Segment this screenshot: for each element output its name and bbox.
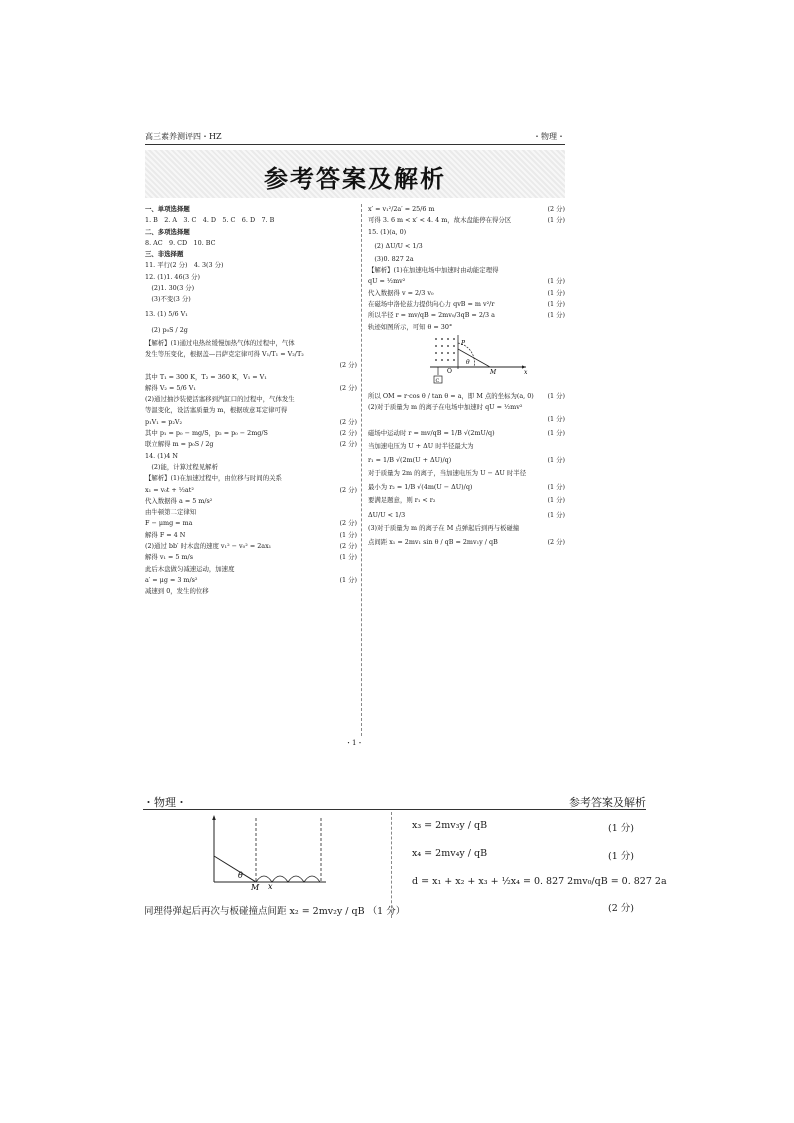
page2-note-text: 同理得弹起后再次与板碰撞点间距 x₂ = 2mv₂y / qB xyxy=(144,906,365,917)
answer-line xyxy=(368,425,565,441)
score-label: (1 分) xyxy=(547,496,565,505)
answer-line xyxy=(145,507,357,518)
label-point-m: M xyxy=(490,368,497,376)
answer-line xyxy=(368,276,565,287)
score-label: (2 分) xyxy=(339,542,357,551)
answer-text: 可得 3. 6 m < x′ < 4. 4 m，故木盘能停在得分区 xyxy=(368,216,512,225)
answer-line xyxy=(145,564,357,575)
answer-line xyxy=(145,306,357,322)
answer-text: 要满足题意，则 r₁ < r₂ xyxy=(368,496,436,505)
answer-text: 此后木盘做匀减速运动，加速度 xyxy=(145,564,235,573)
score-label: (1 分) xyxy=(547,456,565,465)
score-label: (2 分) xyxy=(339,429,357,438)
page2-header xyxy=(143,793,646,810)
answer-line xyxy=(368,391,565,402)
answer-text: 点间距 x₁ = 2mv₁ sin θ / qB = 2mv₁y / qB xyxy=(368,538,498,547)
right-column-top xyxy=(368,204,565,333)
answer-text: x′ = v₁²/2a′ = 25/6 m xyxy=(368,205,435,213)
answer-line xyxy=(145,575,357,586)
answer-text: 等温变化，设活塞质量为 m，根据玻意耳定律可得 xyxy=(145,406,288,415)
page2-note-score: （1 分） xyxy=(367,906,406,917)
label-theta: θ xyxy=(466,358,470,366)
answer-line xyxy=(145,394,357,405)
answer-text: 1. B 2. A 3. C 4. D 5. C 6. D 7. B xyxy=(145,216,275,225)
answer-text: 代入数据得 a = 5 m/s² xyxy=(145,496,213,505)
answer-text: a′ = μg = 3 m/s² xyxy=(145,575,198,584)
right-column-bottom xyxy=(368,391,565,550)
answer-line xyxy=(145,530,357,541)
answer-text: x₁ = v₀t + ½at² xyxy=(145,485,194,494)
answer-line xyxy=(368,468,565,479)
answer-text: (2)通过抽沙装使活塞移到汽缸口的过程中，气体发生 xyxy=(145,395,295,404)
label-source: C xyxy=(435,377,440,384)
answer-text: 对于质量为 2m 的离子，当加速电压为 U − ΔU 时半径 xyxy=(368,469,527,478)
answer-text: 轨迹如图所示，可知 θ = 30° xyxy=(368,322,453,331)
section-heading: 二、多项选择题 xyxy=(145,227,190,236)
answer-text: (2)1. 30(3 分) xyxy=(145,284,195,293)
answer-text: 减速到 0，发生的位移 xyxy=(145,587,209,596)
page1-header-left: 高三素养测评四・HZ xyxy=(145,132,222,141)
score-label: (1 分) xyxy=(547,300,565,309)
answer-text: 【解析】(1)通过电热丝缓慢加热气体的过程中，气体 xyxy=(145,338,295,347)
answer-text: r₁ = 1/B √(2m(U + ΔU)/q) xyxy=(368,456,452,465)
answer-text: 所以 OM = r·cos θ / tan θ = a，即 M 点的坐标为(a, 0) xyxy=(368,391,534,400)
answer-line xyxy=(145,473,357,484)
answer-line xyxy=(145,541,357,552)
answer-text: 由牛顿第二定律知 xyxy=(145,508,197,517)
answer-line xyxy=(368,227,565,238)
answer-line xyxy=(145,372,357,383)
answer-line xyxy=(368,402,565,413)
answer-line xyxy=(145,322,357,338)
answer-line xyxy=(368,495,565,506)
answer-line xyxy=(145,428,357,439)
page2-header-left: ・物理・ xyxy=(143,796,187,809)
p2-label-theta: θ xyxy=(238,871,243,880)
page2-score: (1 分) xyxy=(608,823,634,834)
p2-label-x-axis: x xyxy=(268,882,273,890)
answer-text: 磁场中运动时 r = mv/qB = 1/B √(2mU/q) xyxy=(368,428,495,437)
answer-line xyxy=(368,310,565,321)
right-column xyxy=(368,204,565,550)
answer-text: 所以半径 r = mv/qB = 2mv₀/3qB = 2/3 a xyxy=(368,311,495,320)
answer-line xyxy=(145,462,357,473)
answer-text: 联立解得 m = p₀S / 2g xyxy=(145,440,214,449)
answer-text: 其中 p₁ = p₀ − mg/S，p₂ = p₀ − 2mg/S xyxy=(145,429,268,438)
answer-text: 8. AC 9. CD 10. BC xyxy=(145,238,216,247)
answer-line xyxy=(145,238,357,249)
answer-line xyxy=(145,451,357,462)
page2-score: (2 分) xyxy=(608,903,634,914)
answer-line xyxy=(368,479,565,495)
answer-line xyxy=(368,265,565,276)
answer-line xyxy=(145,518,357,529)
answer-text: ΔU/U < 1/3 xyxy=(368,510,406,519)
score-label: (1 分) xyxy=(547,288,565,297)
answer-text: (3)0. 827 2a xyxy=(368,254,414,263)
answer-text: 代入数据得 v = 2/3 v₀ xyxy=(368,288,434,297)
answer-text: 解得 v₁ = 5 m/s xyxy=(145,553,193,562)
page-number: ・1・ xyxy=(345,739,364,747)
answer-line xyxy=(368,254,565,265)
field-dots xyxy=(435,338,455,361)
answer-line xyxy=(145,439,357,450)
answer-line xyxy=(145,349,357,360)
answer-line xyxy=(145,260,357,271)
answer-text: 15. (1)(a, 0) xyxy=(368,227,407,236)
answer-line xyxy=(145,485,357,496)
score-label: (1 分) xyxy=(547,428,565,437)
page1-header xyxy=(145,130,565,145)
answer-line xyxy=(145,360,357,371)
answer-text: 12. (1)1. 46(3 分) xyxy=(145,272,200,281)
p2-label-point-m: M xyxy=(251,883,260,890)
answer-line xyxy=(368,322,565,333)
answer-text: 11. 平行(2 分) 4. 3(3 分) xyxy=(145,261,224,270)
answer-text: p₁V₁ = p₂V₂ xyxy=(145,417,183,426)
column-divider xyxy=(361,204,362,736)
score-label: (2 分) xyxy=(339,361,357,370)
answer-text: 【解析】(1)在加速电场中加速时由动能定理得 xyxy=(368,266,499,275)
title-banner xyxy=(145,150,565,198)
page1-header-right: ・物理・ xyxy=(533,132,565,141)
answer-line xyxy=(145,586,357,597)
answer-line xyxy=(368,534,565,550)
answer-line xyxy=(145,294,357,305)
answer-line xyxy=(368,204,565,215)
answer-text: 在磁场中洛伦兹力提供向心力 qvB = m v²/r xyxy=(368,300,495,309)
page2-formula: x₃ = 2mv₃y / qB xyxy=(412,820,488,831)
score-label: (2 分) xyxy=(547,538,565,547)
score-label: (2 分) xyxy=(339,417,357,426)
score-label: (1 分) xyxy=(547,510,565,519)
answer-text: (2)通过 bb′ 时木盘的速度 v₁² − v₀² = 2ax₁ xyxy=(145,542,272,551)
left-column xyxy=(145,204,357,598)
answer-text: 14. (1)4 N xyxy=(145,451,178,460)
score-label: (2 分) xyxy=(339,440,357,449)
answer-line xyxy=(368,215,565,226)
answer-line xyxy=(145,215,357,226)
score-label: (1 分) xyxy=(339,553,357,562)
answer-text: 解得 F = 4 N xyxy=(145,530,186,539)
score-label: (1 分) xyxy=(339,575,357,584)
page2-header-right: 参考答案及解析 xyxy=(569,796,646,809)
score-label: (2 分) xyxy=(547,205,565,213)
answer-text: 其中 T₁ = 300 K，T₂ = 360 K，V₁ = V₁ xyxy=(145,372,267,381)
answer-text: 发生等压变化，根据盖—吕萨克定律可得 V₁/T₁ = V₂/T₂ xyxy=(145,349,304,358)
answer-line xyxy=(368,523,565,534)
answer-text: (3)对于质量为 m 的离子在 M 点弹起后到再与板碰撞 xyxy=(368,523,520,532)
answer-line xyxy=(145,405,357,416)
answer-line xyxy=(145,272,357,283)
page2-note xyxy=(144,903,405,917)
score-label: (1 分) xyxy=(547,483,565,492)
page2-formula: d = x₁ + x₂ + x₃ + ½x₄ = 0. 827 2mv₀/qB = 0. 827 2a xyxy=(412,876,667,887)
answer-line xyxy=(368,452,565,468)
score-label: (1 分) xyxy=(547,414,565,423)
answer-text: (2) ΔU/U < 1/3 xyxy=(368,241,423,250)
answer-line xyxy=(145,227,357,238)
answer-text: (2)能，计算过程见解析 xyxy=(145,462,218,471)
score-label: (1 分) xyxy=(547,391,565,400)
score-label: (1 分) xyxy=(339,530,357,539)
answer-line xyxy=(145,552,357,563)
answer-text: 解得 V₂ = 5/6 V₁ xyxy=(145,383,196,392)
answer-text: 当加速电压为 U + ΔU 时半径最大为 xyxy=(368,441,474,450)
section-heading: 一、单项选择题 xyxy=(145,205,190,213)
section-heading: 三、非选择题 xyxy=(145,250,184,259)
label-origin: O xyxy=(447,367,452,375)
answer-line xyxy=(368,288,565,299)
page-title: 参考答案及解析 xyxy=(264,165,446,193)
score-label: (1 分) xyxy=(547,277,565,286)
answer-text: F − μmg = ma xyxy=(145,519,193,528)
answer-line xyxy=(368,299,565,310)
answer-line xyxy=(368,414,565,425)
score-label: (2 分) xyxy=(339,519,357,528)
answer-text: (3)不变(3 分) xyxy=(145,295,191,304)
answer-line xyxy=(145,283,357,294)
answer-text: (2) p₀S / 2g xyxy=(145,325,188,334)
label-x-axis: x xyxy=(524,368,528,376)
answer-text: 最小为 r₂ = 1/B √(4m(U − ΔU)/q) xyxy=(368,483,473,492)
answer-line xyxy=(145,417,357,428)
answer-line xyxy=(145,204,357,215)
magnetic-field-diagram xyxy=(368,333,565,391)
answer-line xyxy=(145,338,357,349)
answer-line xyxy=(145,249,357,260)
answer-line xyxy=(145,496,357,507)
score-label: (2 分) xyxy=(339,485,357,494)
answer-text: qU = ½mv² xyxy=(368,277,406,286)
answer-line xyxy=(368,507,565,523)
score-label: (2 分) xyxy=(339,383,357,392)
page2-formula: x₄ = 2mv₄y / qB xyxy=(412,848,488,859)
label-point-p: P xyxy=(461,339,466,347)
answer-line xyxy=(368,441,565,452)
answer-text: 【解析】(1)在加速过程中，由位移与时间的关系 xyxy=(145,474,282,483)
trajectory-figure xyxy=(368,333,565,391)
answer-line xyxy=(368,238,565,254)
answer-text: (2)对于质量为 m 的离子在电场中加速时 qU = ½mv² xyxy=(368,403,523,412)
bounce-diagram xyxy=(206,814,336,890)
score-label: (1 分) xyxy=(547,216,565,225)
answer-text: 13. (1) 5/6 V₁ xyxy=(145,309,188,318)
score-label: (1 分) xyxy=(547,311,565,320)
answer-line xyxy=(145,383,357,394)
page2-score: (1 分) xyxy=(608,851,634,862)
